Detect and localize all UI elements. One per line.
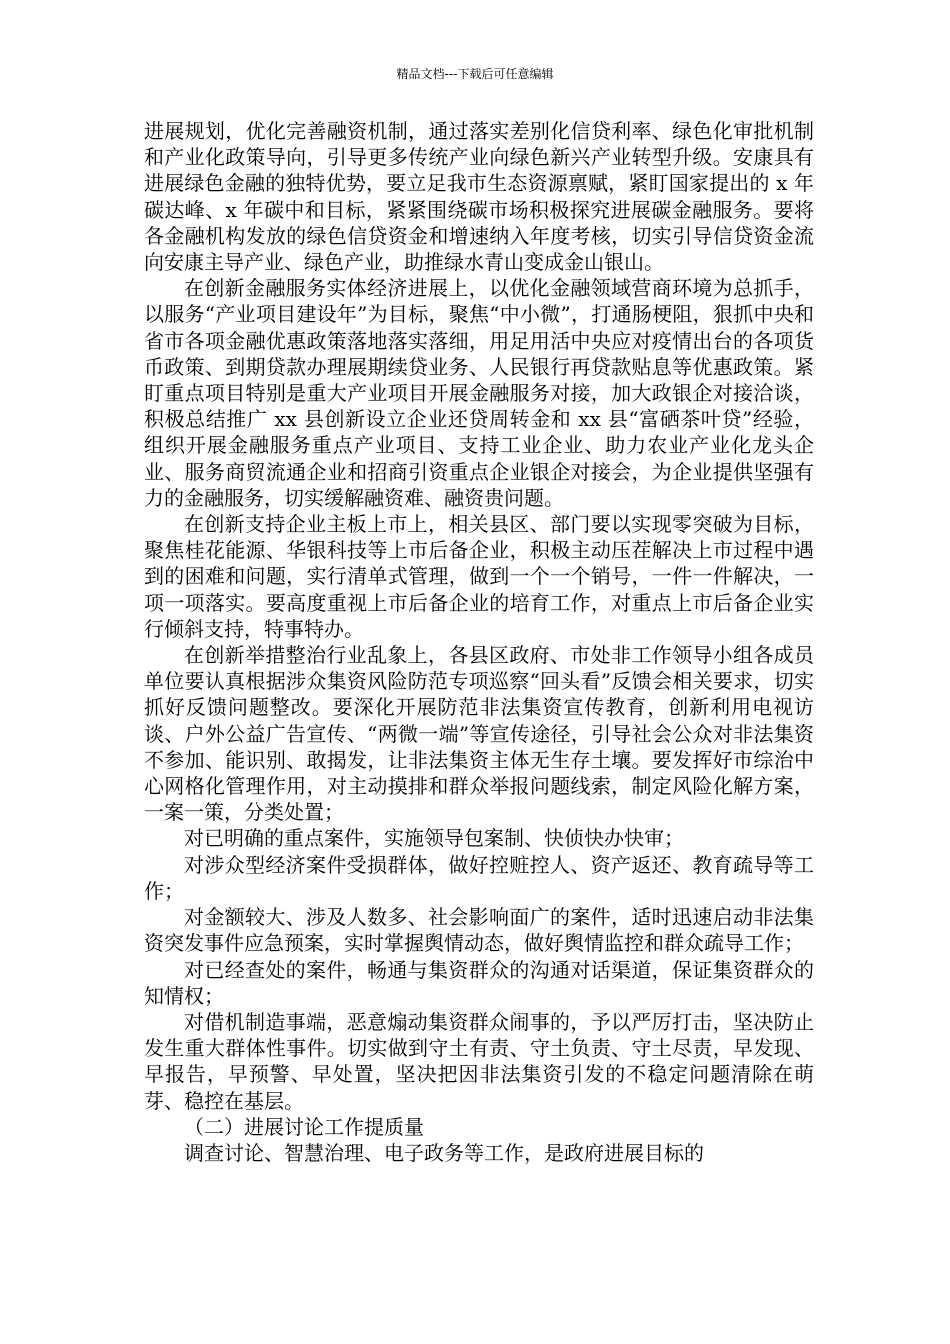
paragraph-investigated-cases: 对已经查处的案件，畅通与集资群众的沟通对话渠道，保证集资群众的知情权；	[144, 957, 814, 1008]
paragraph-financial-services: 在创新金融服务实体经济进展上，以优化金融领域营商环境为总抓手，以服务“产业项目建设年”为目标，聚焦“中小微”，打通肠梗阻，狠抓中央和省市各项金融优惠政策落地落实落细，用足用活中央应对疫情出台的各项货币政策、到期贷款办理展期续贷业务、人民银行再贷款贴息等优惠政策。紧盯重点项目特别是重大产业项目开展金融服务对接，加大政银企对接洽谈，积极总结推广 xx 县创新设立企业还贷周转金和 xx 县“富硒茶叶贷”经验，组织开展金融服务重点产业项目、支持工业企业、助力农业产业化龙头企业、服务商贸流通企业和招商引资重点企业银企对接会，为企业提供坚强有力的金融服务，切实缓解融资难、融资贵问题。	[144, 276, 814, 510]
paragraph-large-cases: 对金额较大、涉及人数多、社会影响面广的案件，适时迅速启动非法集资突发事件应急预案，实时掌握舆情动态，做好舆情监控和群众疏导工作；	[144, 905, 814, 956]
paragraph-listing-support: 在创新支持企业主板上市上，相关县区、部门要以实现零突破为目标，聚焦桂花能源、华银科技等上市后备企业，积极主动压茬解决上市过程中遇到的困难和问题，实行清单式管理，做到一个一个销号，一件一件解决，一项一项落实。要高度重视上市后备企业的培育工作，对重点上市后备企业实行倾斜支持，特事特办。	[144, 512, 814, 641]
page-header: 精品文档---下载后可任意编辑	[396, 67, 554, 81]
paragraph-affected-groups: 对涉众型经济案件受损群体，做好控赃控人、资产返还、教育疏导等工作；	[144, 852, 814, 903]
paragraph-industry-rectification: 在创新举措整治行业乱象上，各县区政府、市处非工作领导小组各成员单位要认真根据涉众集资风险防范专项巡察“回头看”反馈会相关要求，切实抓好反馈问题整改。要深化开展防范非法集资宣传教育，创新利用电视访谈、户外公益广告宣传、“两微一端”等宣传途径，引导社会公众对非法集资不参加、能识别、敢揭发，让非法集资主体无生存土壤。要发挥好市综治中心网格化管理作用，对主动摸排和群众举报问题线索，制定风险化解方案，一案一策，分类处置；	[144, 643, 814, 825]
paragraph-continuation: 进展规划，优化完善融资机制，通过落实差别化信贷利率、绿色化审批机制和产业化政策导向，引导更多传统产业向绿色新兴产业转型升级。安康具有进展绿色金融的独特优势，要立足我市生态资源禀赋，紧盯国家提出的 x 年碳达峰、x 年碳中和目标，紧紧围绕碳市场积极探究进展碳金融服务。要将各金融机构发放的绿色信贷资金和增速纳入年度考核，切实引导信贷资金流向安康主导产业、绿色产业，助推绿水青山变成金山银山。	[144, 119, 814, 275]
section-heading: （二）进展讨论工作提质量	[184, 1114, 424, 1139]
document-body	[144, 118, 814, 1166]
paragraph-key-cases: 对已明确的重点案件，实施领导包案制、快侦快办快审；	[184, 826, 684, 851]
paragraph-research-work: 调查讨论、智慧治理、电子政务等工作，是政府进展目标的	[184, 1140, 704, 1165]
paragraph-crackdown: 对借机制造事端，恶意煽动集资群众闹事的，予以严厉打击，坚决防止发生重大群体性事件。切实做到守土有责、守土负责、守土尽责，早发现、早报告，早预警、早处置，坚决把因非法集资引发的不稳定问题清除在萌芽、稳控在基层。	[144, 1009, 814, 1113]
